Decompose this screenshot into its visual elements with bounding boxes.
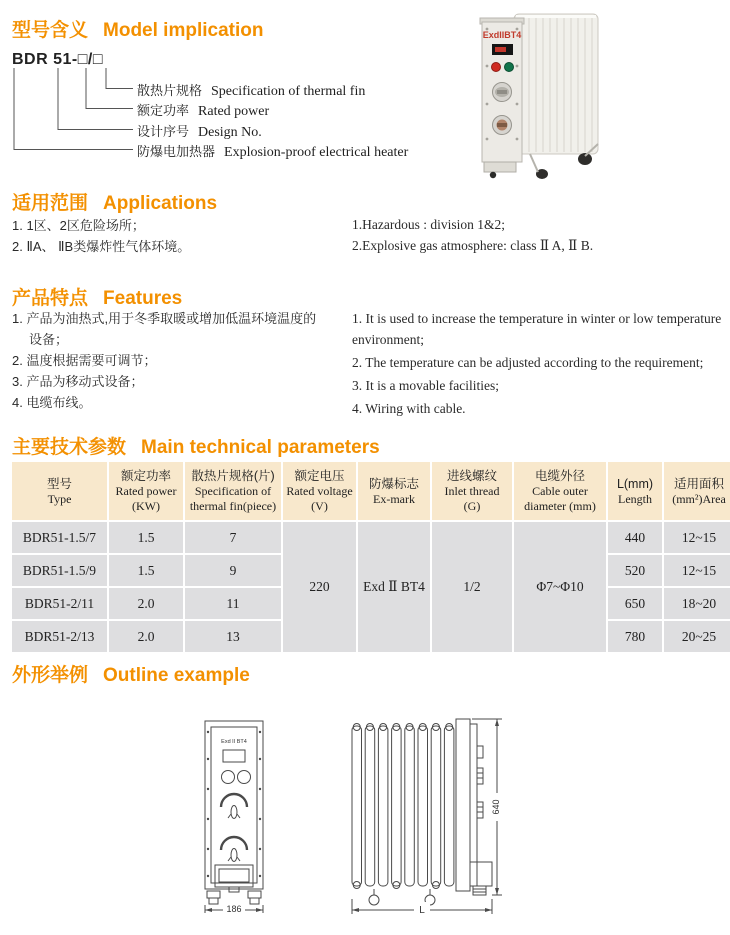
- side-length-dimension: L: [419, 905, 425, 916]
- model-label-zh: 防爆电加热器: [137, 144, 216, 159]
- list-item: 3. It is a movable facilities;: [352, 378, 499, 393]
- section-title-parameters: [12, 432, 380, 459]
- green-indicator-light: [505, 63, 514, 72]
- model-label-en: Specification of thermal fin: [211, 84, 366, 99]
- section-title-en: Outline example: [103, 665, 250, 686]
- table-cell: 13: [185, 621, 281, 652]
- table-cell: 7: [185, 522, 281, 553]
- section-title-outline: [12, 660, 250, 687]
- list-item: 1. 产品为油热式,用于冬季取暖或增加低温环境温度的设备；: [12, 311, 317, 347]
- table-header-cell: 额定电压 Rated voltage (V): [283, 462, 356, 520]
- section-title-en: Model implication: [103, 20, 264, 41]
- model-code: BDR 51-□/□: [12, 51, 104, 68]
- table-cell: 18~20: [664, 588, 730, 619]
- side-height-dimension: 640: [491, 799, 501, 815]
- outline-side-view: [342, 712, 507, 920]
- list-item: 3. 产品为移动式设备；: [12, 374, 144, 389]
- table-cell: 2.0: [109, 621, 183, 652]
- cable-gland: [490, 172, 496, 178]
- table-header-cell: 防爆标志 Ex-mark: [358, 462, 430, 520]
- table-cell: BDR51-2/11: [12, 588, 107, 619]
- table-header-cell: 适用面积 (mm²)Area: [664, 462, 730, 520]
- table-cell-merged: 220: [283, 522, 356, 652]
- applications-list-en: [352, 214, 724, 256]
- table-cell-merged: Exd Ⅱ BT4: [358, 522, 430, 652]
- table-cell: 2.0: [109, 588, 183, 619]
- photo-ex-mark-label: ExdIIBT4: [482, 30, 522, 40]
- list-item: 4. Wiring with cable.: [352, 401, 466, 416]
- list-item: 2.Explosive gas atmosphere: class Ⅱ A, Ⅱ B.: [352, 238, 594, 253]
- section-title-zh: 外形举例: [12, 665, 89, 686]
- table-cell: 1.5: [109, 522, 183, 553]
- table-cell: BDR51-1.5/9: [12, 555, 107, 586]
- table-header-cell: 额定功率 Rated power (KW): [109, 462, 183, 520]
- red-indicator-light: [492, 63, 501, 72]
- section-title-zh: 适用范围: [12, 193, 89, 214]
- section-title-en: Features: [103, 288, 183, 309]
- heater-front-panel: [480, 18, 524, 178]
- table-cell: BDR51-2/13: [12, 621, 107, 652]
- features-list-zh: [12, 308, 328, 413]
- table-header-row: [12, 462, 730, 520]
- parameters-table: [10, 460, 730, 654]
- model-label-fin: [137, 80, 365, 100]
- table-cell: 520: [608, 555, 662, 586]
- section-title-applications: [12, 188, 217, 215]
- table-cell: 11: [185, 588, 281, 619]
- model-label-design: [137, 121, 262, 141]
- list-item: 2. 温度根据需要可调节；: [12, 353, 157, 368]
- section-title-model: [12, 15, 263, 42]
- applications-list-zh: [12, 215, 342, 257]
- table-cell: 1.5: [109, 555, 183, 586]
- model-label-en: Explosion-proof electrical heater: [224, 145, 409, 160]
- table-cell: 440: [608, 522, 662, 553]
- list-item: 4. 电缆布线。: [12, 395, 92, 410]
- junction-box: [484, 162, 516, 172]
- front-width-dimension: 186: [226, 904, 242, 914]
- table-row: [12, 522, 730, 553]
- list-item: 2. The temperature can be adjusted according to the requirement;: [352, 355, 704, 370]
- model-label-power: [137, 100, 269, 120]
- section-title-zh: 产品特点: [12, 288, 89, 309]
- table-cell: 20~25: [664, 621, 730, 652]
- section-title-zh: 型号含义: [12, 20, 89, 41]
- list-item: 1. 1区、2区危险场所；: [12, 218, 145, 233]
- knob-lower: [493, 116, 512, 135]
- table-header-cell: 散热片规格(片) Specification of thermal fin(piece): [185, 462, 281, 520]
- table-cell: 12~15: [664, 555, 730, 586]
- table-cell: 650: [608, 588, 662, 619]
- outline-front-view: [196, 714, 276, 919]
- table-cell: 12~15: [664, 522, 730, 553]
- heater-fin-block: [514, 14, 598, 154]
- table-cell-merged: Φ7~Φ10: [514, 522, 606, 652]
- model-label-zh: 额定功率: [137, 103, 190, 118]
- table-cell: 780: [608, 621, 662, 652]
- list-item: 1.Hazardous : division 1&2;: [352, 217, 505, 232]
- knob-upper: [493, 83, 512, 102]
- table-header-cell: 进线螺纹 Inlet thread (G): [432, 462, 512, 520]
- list-item: 2. ⅡA、 ⅡB类爆炸性气体环境。: [12, 239, 191, 254]
- model-label-zh: 散热片规格: [137, 83, 203, 98]
- product-photo: [472, 4, 617, 182]
- list-item: 1. It is used to increase the temperature in winter or low temperature environment;: [352, 311, 722, 347]
- section-title-en: Applications: [103, 193, 218, 214]
- outline-front-panel-label: Exd II BT4: [221, 739, 247, 745]
- table-header-cell: 型号 Type: [12, 462, 107, 520]
- model-label-en: Rated power: [198, 104, 270, 119]
- section-title-en: Main technical parameters: [141, 437, 380, 458]
- table-cell: BDR51-1.5/7: [12, 522, 107, 553]
- table-header-cell: L(mm) Length: [608, 462, 662, 520]
- table-cell: 9: [185, 555, 281, 586]
- features-list-en: [352, 308, 726, 421]
- table-header-cell: 电缆外径 Cable outer diameter (mm): [514, 462, 606, 520]
- model-label-en: Design No.: [198, 125, 262, 140]
- section-title-features: [12, 283, 182, 310]
- table-cell-merged: 1/2: [432, 522, 512, 652]
- model-label-zh: 设计序号: [137, 124, 190, 139]
- model-label-heater: [137, 141, 408, 161]
- section-title-zh: 主要技术参数: [12, 437, 127, 458]
